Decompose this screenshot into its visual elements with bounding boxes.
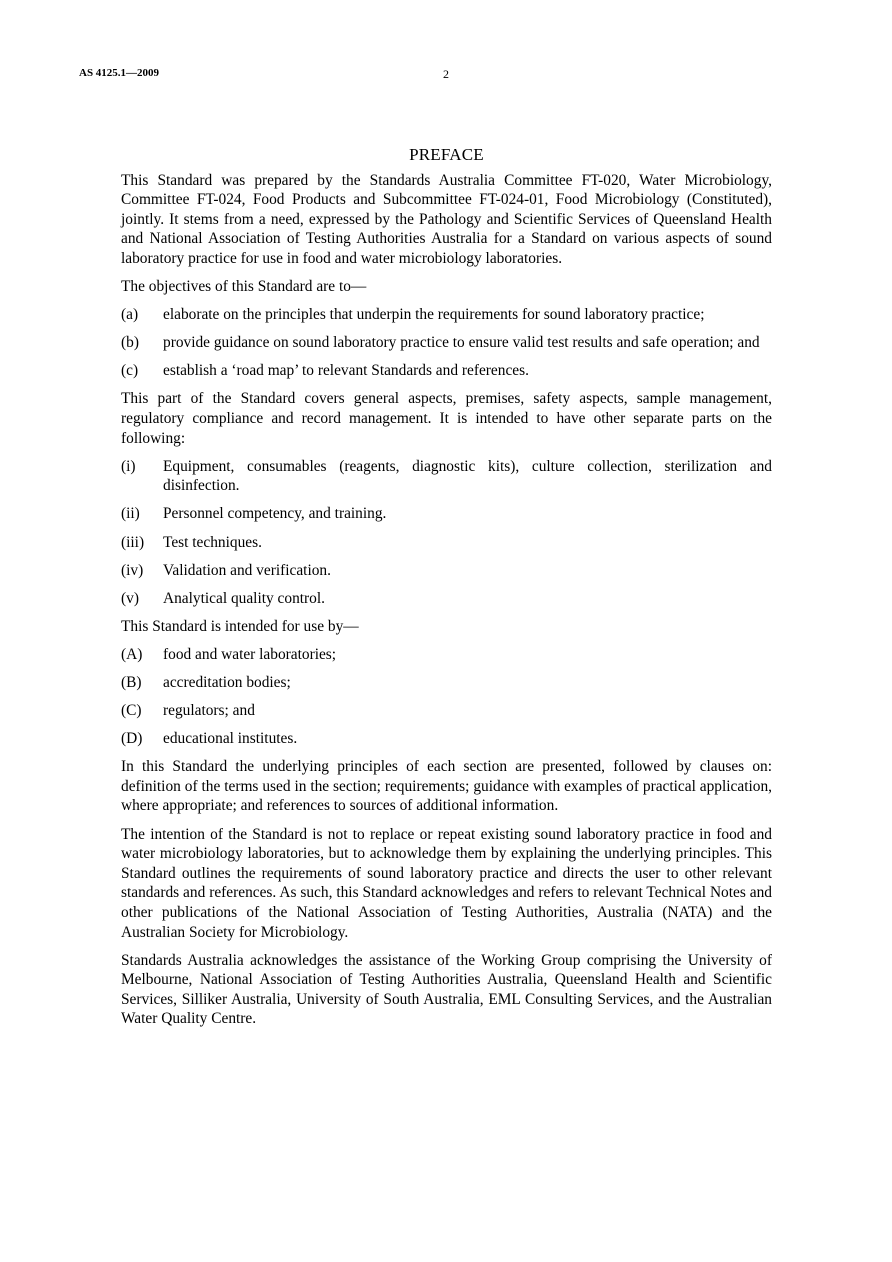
list-item-text: provide guidance on sound laboratory practice to ensure valid test results and safe operation; and: [163, 334, 760, 352]
objectives-list: [121, 305, 772, 381]
list-marker: (ii): [121, 505, 140, 523]
list-marker: (b): [121, 334, 139, 352]
list-item-text: food and water laboratories;: [163, 645, 337, 663]
document-id: AS 4125.1—2009: [79, 67, 160, 79]
list-item: [121, 333, 772, 353]
paragraph-objectives-lead: The objectives of this Standard are to—: [121, 278, 367, 296]
page-header: [79, 67, 813, 85]
list-item-text: regulators; and: [163, 702, 255, 720]
list-item: [121, 457, 772, 496]
users-list: [121, 645, 772, 749]
list-item-text: Equipment, consumables (reagents, diagnostic kits), culture collection, sterilization and disinfection.: [163, 457, 772, 495]
list-item-text: educational institutes.: [163, 730, 298, 748]
page-number: 2: [443, 67, 449, 81]
list-marker: (B): [121, 673, 142, 691]
list-item: [121, 729, 772, 749]
list-item-text: accreditation bodies;: [163, 673, 291, 691]
paragraph-intro: This Standard was prepared by the Standards Australia Committee FT-020, Water Microbiology, Committee FT-024, Food Products and Subcommittee FT-024-01, Food Microbiology (Constituted), jointly. It stems from a need, expressed by the Pathology and Scientific Services of Queensland Health and National Association of Testing Authorities Australia for a Standard on various aspects of sound laboratory practice for use in food and water microbiology laboratories.: [121, 171, 772, 267]
list-marker: (a): [121, 306, 139, 324]
list-marker: (iv): [121, 561, 144, 579]
other-parts-list: [121, 457, 772, 609]
list-marker: (v): [121, 589, 139, 607]
list-item-text: Validation and verification.: [163, 561, 331, 579]
list-item-text: Test techniques.: [163, 533, 262, 551]
list-item: [121, 589, 772, 609]
list-item: [121, 533, 772, 553]
list-item-text: Personnel competency, and training.: [163, 505, 387, 523]
list-marker: (D): [121, 730, 143, 748]
list-marker: (iii): [121, 533, 145, 551]
list-item: [121, 561, 772, 581]
list-marker: (i): [121, 457, 136, 475]
list-item: [121, 701, 772, 721]
paragraph-structure: In this Standard the underlying principles of each section are presented, followed by clauses on: definition of the terms used in the section; requirements; guidance with examples of practical application, where appropriate; and references to sources of additional information.: [121, 758, 772, 815]
paragraph-acknowledgement: Standards Australia acknowledges the assistance of the Working Group comprising the University of Melbourne, National Association of Testing Authorities Australia, Queensland Health and Scientific Services, Silliker Australia, University of South Australia, EML Consulting Services, and the Australian Water Quality Centre.: [121, 951, 772, 1028]
paragraph-intention: The intention of the Standard is not to replace or repeat existing sound laboratory practice in food and water microbiology laboratories, but to acknowledge them by explaining the underlying principles. This Standard outlines the requirements of sound laboratory practice and directs the user to other relevant standards and references. As such, this Standard acknowledges and refers to relevant Technical Notes and other publications of the National Association of Testing Authorities, Australia (NATA) and the Australian Society for Microbiology.: [121, 825, 772, 941]
preface-body: [121, 145, 772, 1037]
list-marker: (c): [121, 362, 139, 380]
list-item: [121, 504, 772, 524]
paragraph-scope: This part of the Standard covers general aspects, premises, safety aspects, sample management, regulatory compliance and record management. It is intended to have other separate parts on the following:: [121, 390, 772, 447]
list-item-text: elaborate on the principles that underpin the requirements for sound laboratory practice;: [163, 306, 705, 324]
list-item: [121, 361, 772, 381]
list-item-text: Analytical quality control.: [163, 589, 325, 607]
list-marker: (A): [121, 645, 143, 663]
list-item: [121, 305, 772, 325]
list-item-text: establish a ‘road map’ to relevant Standards and references.: [163, 362, 529, 380]
paragraph-users-lead: This Standard is intended for use by—: [121, 617, 359, 635]
page-title: PREFACE: [409, 145, 484, 164]
list-item: [121, 673, 772, 693]
list-marker: (C): [121, 702, 142, 720]
list-item: [121, 645, 772, 665]
